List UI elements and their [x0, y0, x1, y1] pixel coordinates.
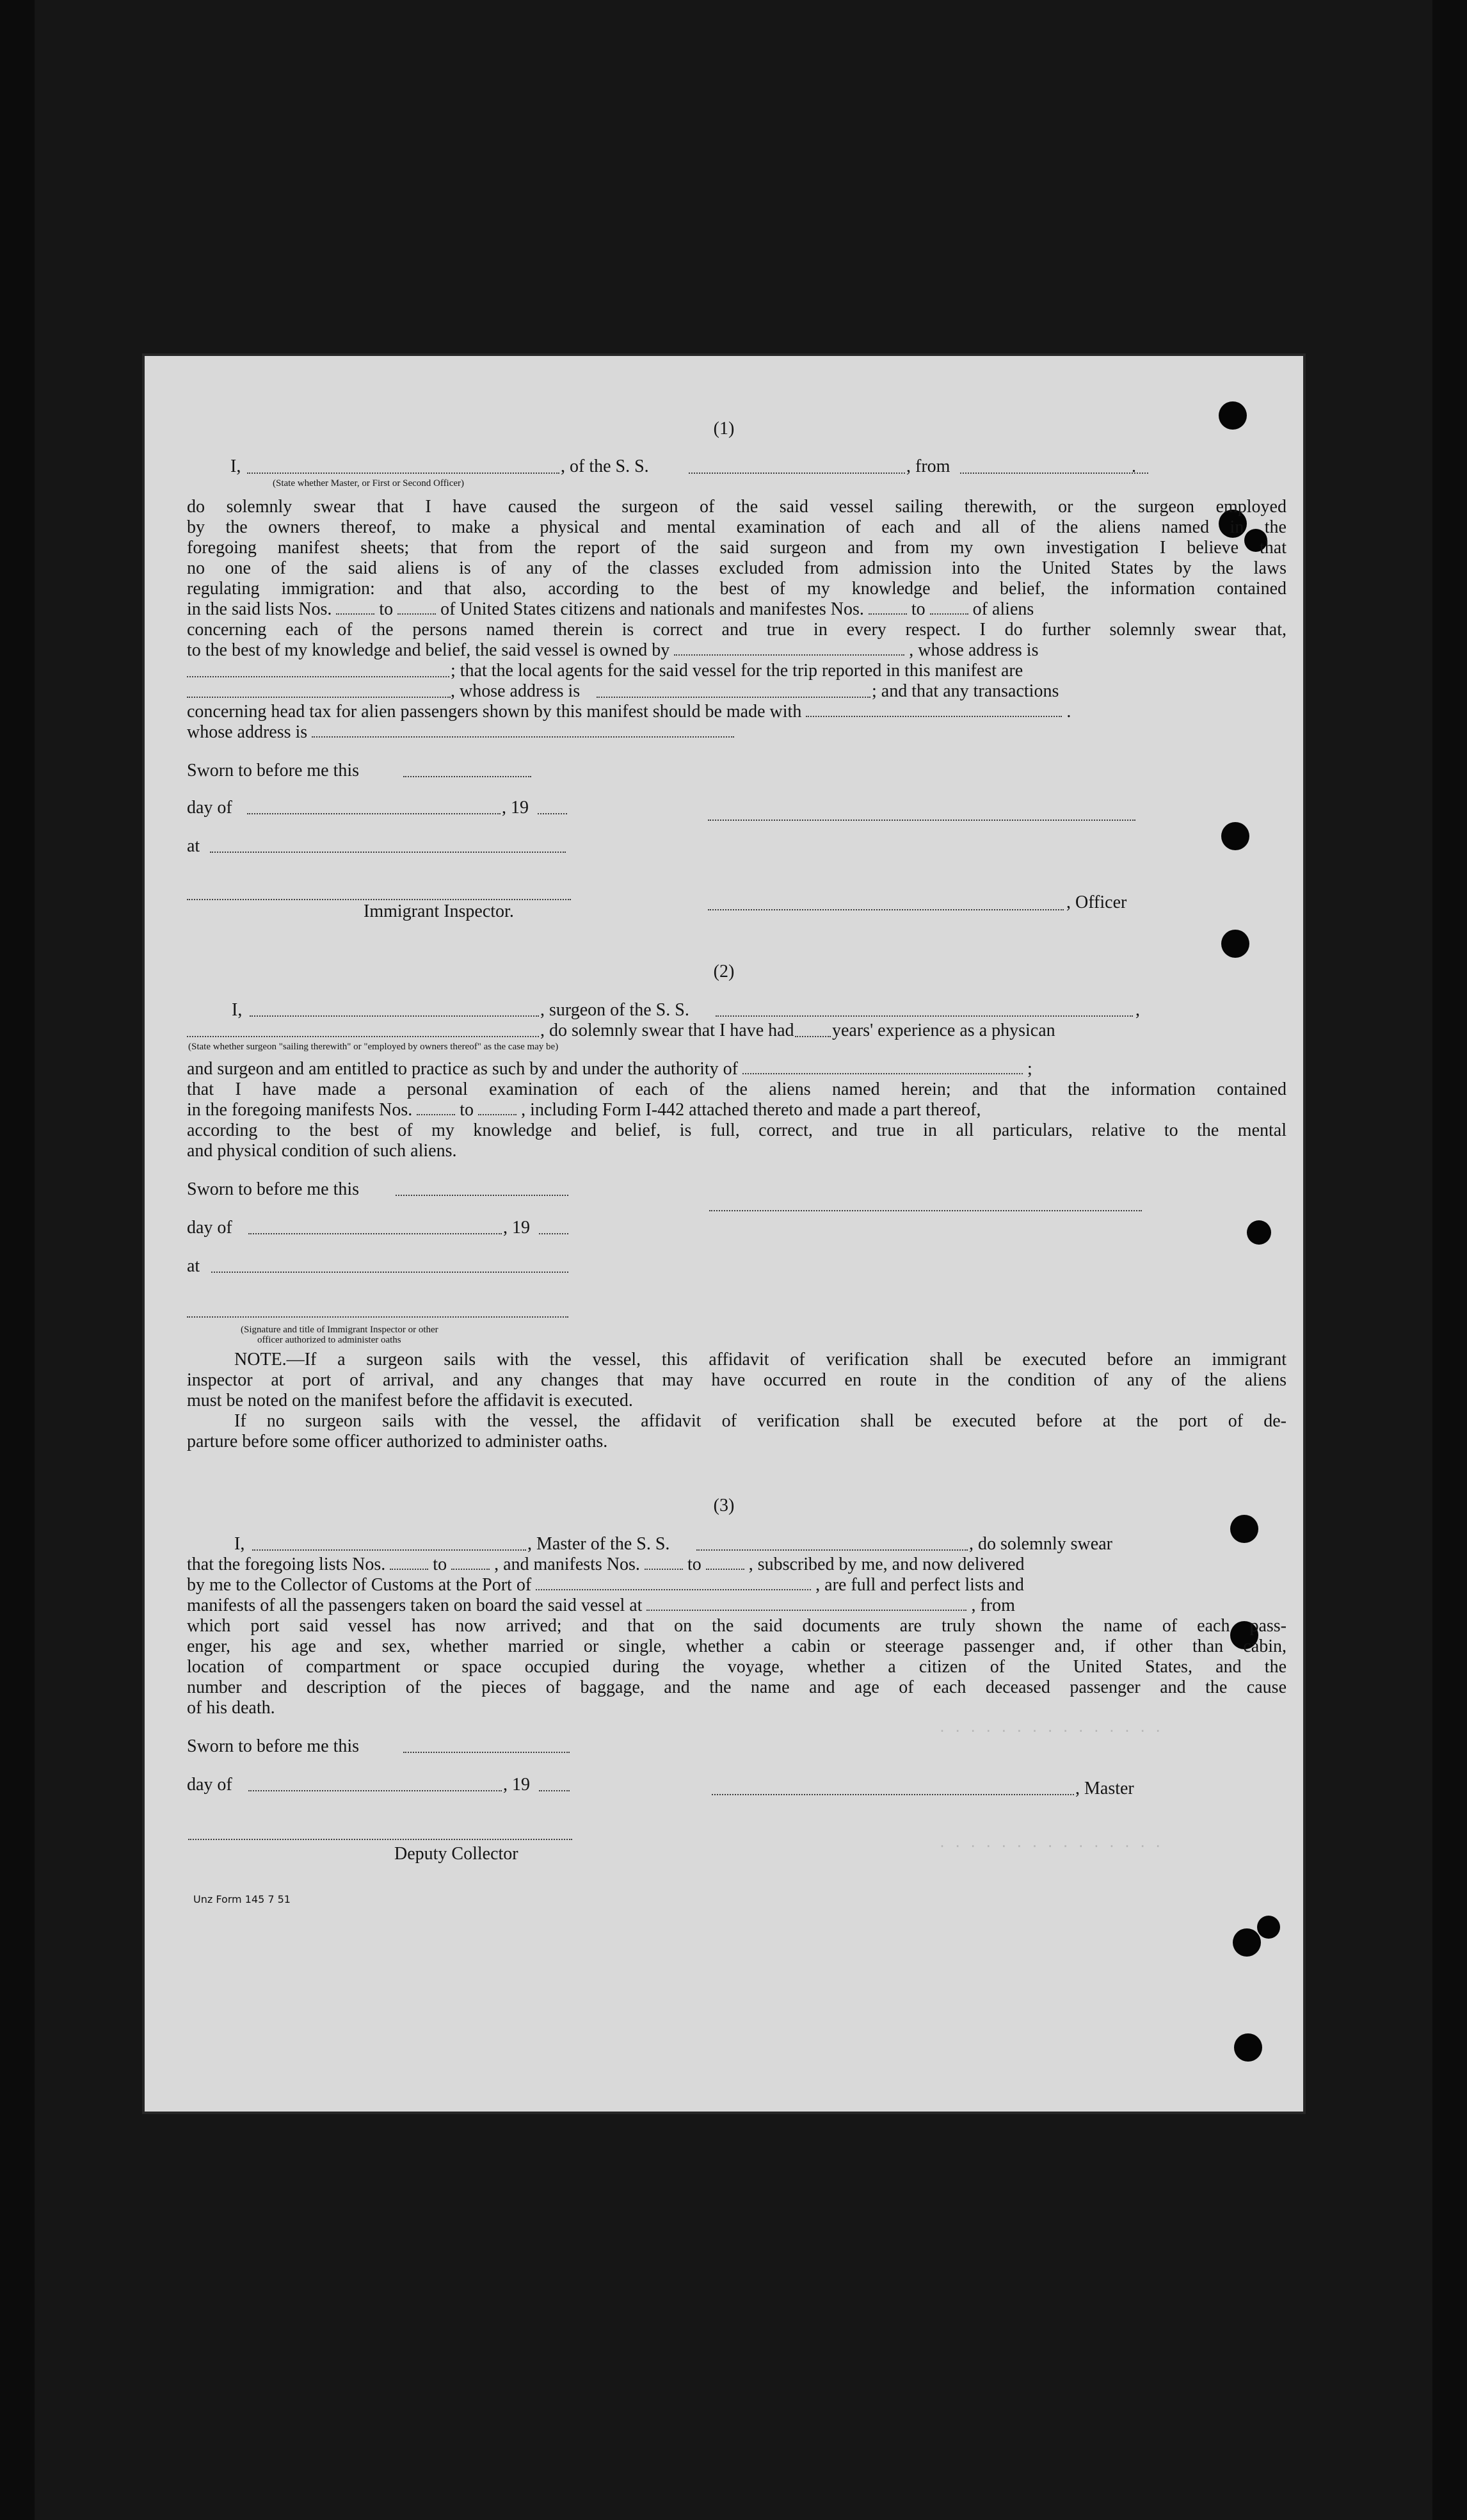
punch-hole [1234, 2033, 1262, 2062]
text-line: regulating immigration: and that also, according to the best of my knowledge and belief, the information contained [187, 579, 1287, 599]
s3-sworn-date-field[interactable] [403, 1752, 570, 1753]
s3-lists-line: that the foregoing lists Nos. to , and manifests Nos. to , subscribed by me, and now delivered [187, 1555, 1025, 1574]
s3-collector-line: by me to the Collector of Customs at the Port of , are full and perfect lists and [187, 1575, 1024, 1595]
licensing-authority-field[interactable] [742, 1059, 1023, 1074]
s2-month-field[interactable] [248, 1233, 502, 1234]
manifest-no-from-field[interactable] [869, 599, 907, 615]
master-name-field[interactable] [252, 1549, 526, 1551]
s1-address-line: whose address is [187, 722, 1287, 743]
s3-vessel-name-field[interactable] [696, 1549, 968, 1551]
s1-sworn-date-field[interactable] [403, 776, 531, 777]
s1-year-field[interactable] [538, 813, 567, 814]
manifest-no-to-field[interactable] [930, 599, 968, 615]
s1-list-numbers-line: in the said lists Nos. to of United States citizens and nationals and manifestes Nos. to of aliens [187, 599, 1034, 619]
head-tax-address-field[interactable] [312, 722, 734, 738]
text-line: of his death. [187, 1698, 275, 1718]
s2-i-label: I, [232, 1000, 243, 1020]
note-line: must be noted on the manifest before the affidavit is executed. [187, 1391, 633, 1410]
text-line: number and description of the pieces of baggage, and the name and age of each deceased passenger and the cause [187, 1677, 1287, 1697]
s1-from-label: , from [906, 456, 950, 476]
s2-year-label: , 19 [503, 1218, 530, 1238]
surgeon-status-field[interactable] [187, 1036, 539, 1037]
punch-hole [1221, 930, 1249, 958]
text-line: enger, his age and sex, whether married or single, whether a cabin or steerage passenger and, if other than cabin, [187, 1636, 1287, 1656]
s3-manifest-from-field[interactable] [645, 1555, 683, 1570]
s2-swear-label: , do solemnly swear that I have had [540, 1021, 794, 1040]
embarkation-port-field[interactable] [646, 1595, 966, 1611]
s3-manifest-to-field[interactable] [706, 1555, 744, 1570]
deputy-collector-label: Deputy Collector [394, 1844, 518, 1864]
punch-hole [1233, 1928, 1261, 1957]
section-2-number: (2) [713, 962, 735, 981]
surgeon-status-note: (State whether surgeon "sailing therewith" or "employed by owners thereof" as the case may be) [188, 1042, 559, 1052]
s2-day-of-label: day of [187, 1218, 232, 1238]
punch-hole [1247, 1220, 1271, 1245]
signature-note-2: officer authorized to administer oaths [257, 1335, 401, 1345]
master-signature-field[interactable] [712, 1794, 1074, 1795]
surgeon-name-field[interactable] [250, 1015, 539, 1017]
head-tax-agent-field[interactable] [806, 702, 1062, 717]
officer-label: , Officer [1066, 892, 1127, 912]
text-line: that I have made a personal examination of each of the aliens named herein; and that the information contained [187, 1079, 1287, 1099]
text-line: according to the best of my knowledge and belief, is full, correct, and true in all particulars, relative to the mental [187, 1120, 1287, 1140]
port-of-arrival-field[interactable] [536, 1575, 811, 1590]
scan-border-right [1432, 0, 1467, 2520]
s1-owner-line: to the best of my knowledge and belief, the said vessel is owned by , whose address is [187, 640, 1039, 660]
s2-year-field[interactable] [539, 1233, 568, 1234]
deputy-collector-signature-field[interactable] [188, 1839, 572, 1840]
s1-transactions-label: ; and that any transactions [872, 681, 1059, 701]
s3-list-to-field[interactable] [451, 1555, 490, 1570]
s3-year-label: , 19 [503, 1775, 530, 1795]
s2-surgeon-of-label: , surgeon of the S. S. [540, 1000, 689, 1020]
departure-port-field[interactable] [960, 472, 1148, 474]
s1-place-field[interactable] [210, 852, 566, 853]
punch-hole [1257, 1916, 1280, 1939]
bleed-through-marks: . . . . . . . . . . . . . . . [938, 1835, 1162, 1850]
text-line: by the owners thereof, to make a physical and mental examination of each and all of the aliens named in the [187, 517, 1287, 537]
bleed-through-marks: . . . . . . . . . . . . . . . [938, 1720, 1162, 1735]
s2-manifest-from-field[interactable] [417, 1100, 455, 1115]
s3-day-of-label: day of [187, 1775, 232, 1795]
form-number: Unz Form 145 7 51 [193, 1893, 291, 1905]
note-line: If no surgeon sails with the vessel, the affidavit of verification shall be executed before at the port of de- [234, 1411, 1287, 1431]
immigrant-inspector-label: Immigrant Inspector. [364, 901, 514, 921]
signature-note-1: (Signature and title of Immigrant Inspector or other [241, 1325, 438, 1335]
s2-manifests-line: in the foregoing manifests Nos. to , including Form I-442 attached thereto and made a part thereof, [187, 1100, 981, 1120]
s3-manifests-line: manifests of all the passengers taken on board the said vessel at , from [187, 1595, 1015, 1615]
officer-title-field[interactable] [708, 909, 1064, 910]
section-1-number: (1) [713, 419, 735, 439]
officer-signature-field[interactable] [708, 820, 1135, 821]
form-page [145, 356, 1303, 2112]
s3-master-of-label: , Master of the S. S. [527, 1534, 670, 1554]
vessel-owner-field[interactable] [674, 640, 904, 656]
list-no-from-field[interactable] [336, 599, 374, 615]
officer-title-note: (State whether Master, or First or Second Officer) [273, 478, 465, 489]
s3-list-from-field[interactable] [390, 1555, 428, 1570]
s2-place-field[interactable] [211, 1272, 568, 1273]
s2-at-label: at [187, 1256, 200, 1276]
s2-years-label: years' experience as a physican [832, 1021, 1055, 1040]
note-line: inspector at port of arrival, and any changes that may have occurred en route in the condition of any of the aliens [187, 1370, 1287, 1390]
s3-sworn-label: Sworn to before me this [187, 1736, 360, 1756]
master-label: , Master [1075, 1779, 1134, 1798]
text-line: location of compartment or space occupied during the voyage, whether a citizen of the United States, and the [187, 1657, 1287, 1677]
agents-address-field[interactable] [597, 697, 870, 698]
s1-month-field[interactable] [247, 813, 501, 814]
s1-sworn-label: Sworn to before me this [187, 761, 360, 780]
surgeon-signature-field[interactable] [709, 1210, 1142, 1211]
list-no-to-field[interactable] [397, 599, 436, 615]
text-line: do solemnly swear that I have caused the surgeon of the said vessel sailing therewith, or the surgeon employed [187, 497, 1287, 517]
s2-sworn-date-field[interactable] [396, 1195, 568, 1196]
s1-i-label: I, [230, 456, 241, 476]
section-3-number: (3) [713, 1496, 735, 1515]
punch-hole [1221, 822, 1249, 850]
note-line: parture before some officer authorized to administer oaths. [187, 1432, 608, 1451]
s2-sworn-label: Sworn to before me this [187, 1179, 360, 1199]
s1-head-tax-line: concerning head tax for alien passengers shown by this manifest should be made with . [187, 702, 1071, 722]
s1-period: . [1132, 456, 1136, 476]
s3-i-label: I, [234, 1534, 245, 1554]
s1-at-label: at [187, 836, 200, 856]
local-agents-field[interactable] [187, 697, 451, 698]
s1-day-of-label: day of [187, 798, 232, 818]
s2-inspector-signature-field[interactable] [187, 1316, 568, 1318]
s2-comma: , [1135, 1000, 1140, 1020]
officer-name-field[interactable] [247, 472, 559, 474]
s3-year-field[interactable] [539, 1790, 570, 1791]
s1-year-label: , 19 [502, 798, 529, 818]
text-line: and physical condition of such aliens. [187, 1141, 457, 1161]
vessel-name-field[interactable] [689, 472, 905, 474]
text-line: concerning each of the persons named therein is correct and true in every respect. I do further solemnly swear that, [187, 620, 1287, 640]
text-line: foregoing manifest sheets; that from the report of the said surgeon and from my own investigation I believe that [187, 538, 1287, 558]
inspector-signature-field[interactable] [187, 899, 571, 900]
s2-vessel-name-field[interactable] [716, 1015, 1133, 1017]
note-line: NOTE.—If a surgeon sails with the vessel, this affidavit of verification shall be executed before an immigrant [234, 1350, 1287, 1369]
s1-of-ss-label: , of the S. S. [561, 456, 649, 476]
s3-month-field[interactable] [248, 1790, 502, 1791]
s2-authority-line: and surgeon and am entitled to practice as such by and under the authority of ; [187, 1059, 1032, 1079]
text-line: which port said vessel has now arrived; and that on the said documents are truly shown the name of each pass- [187, 1616, 1287, 1636]
owner-address-field[interactable] [187, 676, 449, 677]
s3-swear-label: , do solemnly swear [969, 1534, 1112, 1554]
s1-agents-label: ; that the local agents for the said vessel for the trip reported in this manifest are [451, 661, 1023, 681]
scan-border-left [0, 0, 35, 2520]
years-experience-field[interactable] [795, 1036, 831, 1037]
text-line: no one of the said aliens is of any of the classes excluded from admission into the United States by the laws [187, 558, 1287, 578]
s2-manifest-to-field[interactable] [478, 1100, 517, 1115]
s1-whose-address-label: , whose address is [451, 681, 581, 701]
punch-hole [1230, 1515, 1258, 1543]
